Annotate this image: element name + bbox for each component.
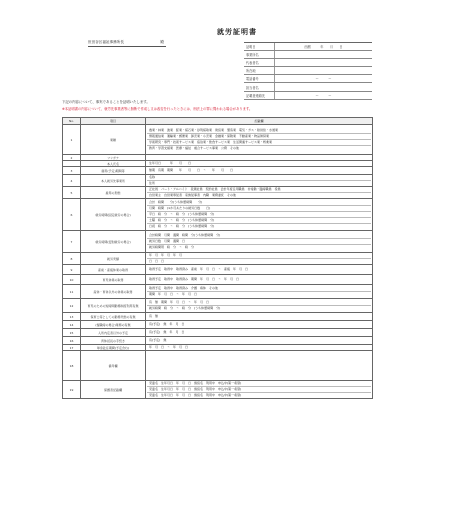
row-item-label: 本人氏名 <box>81 161 146 167</box>
row-content-line: 月間 時間 (1か月あたりの就労日数 日) <box>147 206 371 212</box>
employer-row-label: 証明日 <box>246 45 256 50</box>
row-number: 13 <box>63 313 81 321</box>
row-item-label: (復職時の場合)業務の有無 <box>81 321 146 329</box>
row-item-label: 業種 <box>81 125 146 155</box>
row-number: 9 <box>63 265 81 275</box>
row-content-line: 無期 有期 期間 年 月 日 〜 年 月 日 <box>149 168 234 172</box>
row-item-label: 育休延長の手続き <box>81 337 146 345</box>
row-item-label: 雇用の形態 <box>81 187 146 199</box>
row-number: 11 <box>63 285 81 299</box>
employer-row-value[interactable] <box>274 59 372 66</box>
table-row <box>63 321 373 329</box>
row-content-line: 取得予定 取得中 取得済み 期間 年 月 日 〜 年 月 日 <box>149 277 240 281</box>
row-number: 17 <box>63 345 81 351</box>
row-item-label: 備考欄 <box>81 351 146 381</box>
employer-row-label: 事業所名 <box>246 53 259 58</box>
employer-row <box>244 67 372 75</box>
addressee <box>88 40 166 47</box>
row-content-line: 自営業主 自営業専従者 家族従事者 内職 業務委託 その他 <box>149 193 237 197</box>
employer-row-value[interactable] <box>274 83 372 90</box>
row-content-line: 期間 年 月 日 〜 年 月 日 <box>149 292 198 296</box>
row-item-label: 保育士等としての勤務実態の有無 <box>81 313 146 321</box>
row-content-line: 学術研究・専門・技術サービス業 宿泊業・飲食サービス業 生活関連サービス業・娯楽業 <box>147 140 371 146</box>
document-title: 就労証明書 <box>217 28 257 36</box>
row-content-line: 年 月 年 月 年 月 <box>147 253 371 259</box>
row-content[interactable] <box>146 351 373 381</box>
table-row <box>63 285 373 299</box>
row-content[interactable] <box>146 265 373 275</box>
row-content-line: 日 日 日 <box>149 259 165 263</box>
table-row <box>63 313 373 321</box>
row-content-line: 有(予定) 無 <box>149 338 167 342</box>
row-number: 1 <box>63 125 81 155</box>
row-item-label: 雇用(予定)期間等 <box>81 167 146 175</box>
row-content-line: 住所 <box>149 181 156 185</box>
table-row <box>63 187 373 199</box>
employer-row-label: 担当者名 <box>246 85 259 90</box>
certificate-table <box>62 117 373 399</box>
row-content[interactable] <box>146 231 373 253</box>
row-item-label: フリガナ <box>81 155 146 161</box>
employer-row <box>244 43 372 51</box>
row-item-label: 育児休業の取得 <box>81 275 146 285</box>
table-row <box>63 337 373 345</box>
table-row <box>63 381 373 399</box>
addressee-name: 世田谷区福祉事務所長 <box>88 40 124 44</box>
table-row <box>63 125 373 155</box>
row-content[interactable] <box>146 313 373 321</box>
row-item-label: 就労時間(変則就労の場合) <box>81 231 146 253</box>
header-content: 記載欄 <box>146 118 373 125</box>
row-item-label: 入所内定者以外の予定 <box>81 329 146 337</box>
employer-row <box>244 92 372 100</box>
employer-row-label: 電話番号 <box>246 77 259 82</box>
row-content-line: 平日 時 分 〜 時 分 (うち休憩時間 分) <box>147 212 371 218</box>
row-number: 12 <box>63 299 81 313</box>
row-content-line: 取得予定 取得中 取得済み 介護 病休 その他 <box>147 286 371 292</box>
row-content[interactable] <box>146 167 373 175</box>
row-content-line: 教育・学習支援業 医療・福祉 複合サービス事業 公務 その他 <box>149 146 240 150</box>
row-item-label: 就労実績 <box>81 253 146 265</box>
row-number: 5 <box>63 187 81 199</box>
header-item: 項目 <box>81 118 146 125</box>
row-content[interactable] <box>146 125 373 155</box>
row-content-line: 正社員 パート・アルバイト 派遣社員 契約社員 会計年度任用職員 非常勤・臨時職員 役員 <box>147 187 371 193</box>
row-number: 8 <box>63 253 81 265</box>
row-item-label: 本人就労先事業所 <box>81 175 146 187</box>
row-number: 7 <box>63 231 81 253</box>
row-content-line: 年 月 日 〜 年 月 日 <box>149 345 189 349</box>
row-content[interactable] <box>146 275 373 285</box>
row-content[interactable] <box>146 187 373 199</box>
table-row <box>63 275 373 285</box>
employer-row-label: 代表者名 <box>246 61 259 66</box>
table-header-row <box>63 118 373 125</box>
table-row <box>63 351 373 381</box>
row-content-line: 児童名 生年月日 年 月 日 施設名 利用中 申込中(第一希望) <box>147 387 371 393</box>
row-content-line: 児童名 生年月日 年 月 日 施設名 利用中 申込中(第一希望) <box>149 393 242 397</box>
row-content-line: 合計 時間 分(うち休憩時間 分) <box>147 200 371 206</box>
employer-row-value[interactable]: ー ー <box>274 92 372 99</box>
row-number: 4 <box>63 175 81 187</box>
row-content[interactable] <box>146 299 373 313</box>
row-content-line: 農業・林業 漁業 鉱業・採石業・砂利採取業 建設業 製造業 電気・ガス・熱供給・水道業 <box>147 128 371 134</box>
row-item-label: 単身赴任期間(予定含む) <box>81 345 146 351</box>
row-number: 2 <box>63 155 81 161</box>
row-content[interactable] <box>146 337 373 345</box>
row-content[interactable] <box>146 321 373 329</box>
row-content-line: 児童名 生年月日 年 月 日 施設名 利用中 申込中(第一希望) <box>147 381 371 387</box>
row-content[interactable] <box>146 199 373 231</box>
row-item-label: 保護者記載欄 <box>81 381 146 399</box>
row-content-line: 有(予定) 無 年 月 日 <box>149 330 185 334</box>
employer-row <box>244 83 372 91</box>
intro-text: 下記の内容について、事実であることを証明いたします。 <box>62 100 150 104</box>
row-number: 10 <box>63 275 81 285</box>
employer-row <box>244 51 372 59</box>
row-content[interactable] <box>146 285 373 299</box>
row-content-line: 情報通信業 運輸業・郵便業 卸売業・小売業 金融業・保険業 不動産業・物品賃貸業 <box>147 134 371 140</box>
table-row <box>63 199 373 231</box>
employer-row <box>244 59 372 67</box>
table-row <box>63 299 373 313</box>
row-content[interactable] <box>146 253 373 265</box>
row-number: 3 <box>63 167 81 175</box>
employer-row-value[interactable] <box>274 51 372 58</box>
row-number: 18 <box>63 351 81 381</box>
employer-row-value[interactable]: ー ー <box>274 75 372 82</box>
row-content-line: 名称 <box>147 175 371 181</box>
table-row <box>63 253 373 265</box>
row-number: 16 <box>63 337 81 345</box>
row-content-line: 取得予定 取得中 取得済み 産前 年 月 日 〜 産後 年 月 日 <box>149 267 249 271</box>
row-content-line: 就労時間 時 分 〜 時 分 (うち休憩時間 分) <box>149 306 221 310</box>
table-row <box>63 329 373 337</box>
employer-info-block <box>244 42 372 100</box>
employer-row <box>244 75 372 83</box>
row-content-line: 日祝 時 分 〜 時 分 (うち休憩時間 分) <box>149 224 215 228</box>
addressee-honorific: 殿 <box>160 40 164 44</box>
table-row <box>63 167 373 175</box>
row-content-line: 有 無 期間 年 月 日 〜 年 月 日 <box>147 300 371 306</box>
row-content[interactable] <box>146 381 373 399</box>
row-number: 15 <box>63 329 81 337</box>
employer-row-label: 所在地 <box>246 69 256 74</box>
header-no: No. <box>63 118 81 125</box>
row-item-label: 産休・育休以外の休業の取得 <box>81 285 146 299</box>
table-row <box>63 231 373 253</box>
table-row <box>63 175 373 187</box>
row-item-label: 育児のための短時間勤務制度利用有無 <box>81 299 146 313</box>
legal-notice: ※本証明書の内容について、就労先事業者等に無断で作成し又は改変を行ったときには、刑法上の罪に問われる場合があります。 <box>62 107 253 111</box>
row-content-line: 土曜 時 分 〜 時 分 (うち休憩時間 分) <box>147 218 371 224</box>
employer-row-value[interactable]: 西暦 年 月 日 <box>274 43 372 50</box>
employer-row-label: 記載者連絡先 <box>246 93 266 98</box>
row-content-line: 就労時間帯 時 分 〜 時 分 <box>149 245 195 249</box>
row-content[interactable] <box>146 329 373 337</box>
row-content-line: 就労日数 月間 週間 日 <box>147 239 371 245</box>
row-number: 14 <box>63 321 81 329</box>
table-row <box>63 265 373 275</box>
row-content-line: 有(予定) 無 年 月 日 <box>149 322 185 326</box>
row-item-label: 産前・産後休業の取得 <box>81 265 146 275</box>
row-content[interactable] <box>146 175 373 187</box>
row-content-line: 合計時間 月間 週間 時間 分(うち休憩時間 分) <box>147 233 371 239</box>
row-content-line: 有 無 <box>149 314 159 318</box>
row-number: 19 <box>63 381 81 399</box>
row-number: 6 <box>63 199 81 231</box>
row-content-line: 生年月日 年 月 日 <box>149 161 192 165</box>
employer-row-value[interactable] <box>274 67 372 74</box>
row-item-label: 就労時間(固定就労の場合) <box>81 199 146 231</box>
